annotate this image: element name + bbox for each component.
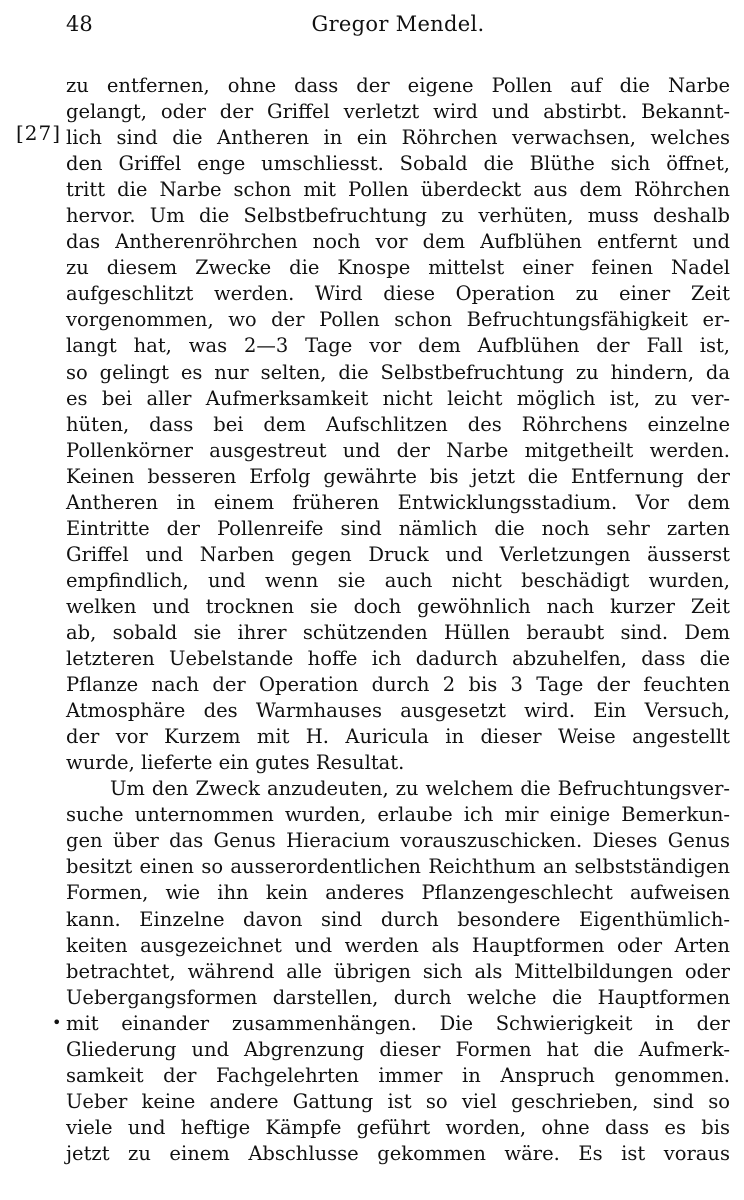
- text-line: hüten, dass bei dem Aufschlitzen des Röhrchens einzelne: [66, 412, 730, 436]
- text-line: den Griffel enge umschliesst. Sobald die Blüthe sich öffnet,: [66, 152, 730, 176]
- text-line: Atmosphäre des Warmhauses ausgesetzt wird. Ein Versuch,: [66, 699, 730, 723]
- text-line: so gelingt es nur selten, die Selbstbefruchtung zu hindern, da: [66, 360, 730, 384]
- text-line: der vor Kurzem mit H. Auricula in dieser Weise angestellt: [66, 725, 730, 749]
- text-line: aufgeschlitzt werden. Wird diese Operation zu einer Zeit: [66, 282, 730, 306]
- text-line: mit einander zusammenhängen. Die Schwierigkeit in der: [66, 1011, 730, 1035]
- text-line: viele und heftige Kämpfe geführt worden, ohne dass es bis: [66, 1115, 730, 1139]
- margin-mark: •: [52, 1013, 62, 1032]
- text-line: jetzt zu einem Abschlusse gekommen wäre. Es ist voraus: [66, 1141, 730, 1165]
- text-line: tritt die Narbe schon mit Pollen überdeckt aus dem Röhrchen: [66, 178, 730, 202]
- text-line: Pollenkörner ausgestreut und der Narbe mitgetheilt werden.: [66, 438, 730, 462]
- text-line: samkeit der Fachgelehrten immer in Anspruch genommen.: [66, 1063, 730, 1087]
- text-line: suche unternommen wurden, erlaube ich mir einige Bemerkun-: [66, 803, 730, 827]
- text-line: vorgenommen, wo der Pollen schon Befruchtungsfähigkeit er-: [66, 308, 730, 332]
- text-line-paragraph-end: wurde, lieferte ein gutes Resultat.: [66, 751, 405, 775]
- text-line: welken und trocknen sie doch gewöhnlich nach kurzer Zeit: [66, 594, 730, 618]
- text-line: hervor. Um die Selbstbefruchtung zu verhüten, muss deshalb: [66, 204, 730, 228]
- text-line-paragraph-start: Um den Zweck anzudeuten, zu welchem die Befruchtungsver-: [110, 777, 730, 801]
- text-line: zu entfernen, ohne dass der eigene Pollen auf die Narbe: [66, 74, 730, 97]
- text-line: empfindlich, und wenn sie auch nicht beschädigt wurden,: [66, 568, 730, 592]
- text-line: das Antherenröhrchen noch vor dem Aufblühen entfernt und: [66, 230, 730, 254]
- text-line: letzteren Uebelstande hoffe ich dadurch abzuhelfen, dass die: [66, 647, 730, 671]
- text-line: keiten ausgezeichnet und werden als Hauptformen oder Arten: [66, 933, 730, 957]
- text-line: zu diesem Zwecke die Knospe mittelst einer feinen Nadel: [66, 256, 730, 280]
- text-line: gelangt, oder der Griffel verletzt wird und abstirbt. Bekannt-: [66, 100, 730, 124]
- text-line: Uebergangsformen darstellen, durch welche die Hauptformen: [66, 985, 730, 1009]
- body-text: [66, 73, 730, 1167]
- text-line: Ueber keine andere Gattung ist so viel geschrieben, sind so: [66, 1089, 730, 1113]
- text-line: es bei aller Aufmerksamkeit nicht leicht möglich ist, zu ver-: [66, 386, 730, 410]
- margin-reference: [27]: [16, 121, 62, 145]
- text-line: Griffel und Narben gegen Druck und Verletzungen äusserst: [66, 542, 730, 566]
- text-line: lich sind die Antheren in ein Röhrchen verwachsen, welches: [66, 126, 730, 150]
- text-line: Eintritte der Pollenreife sind nämlich die noch sehr zarten: [66, 516, 730, 540]
- text-line: betrachtet, während alle übrigen sich als Mittelbildungen oder: [66, 959, 730, 983]
- page-number: 48: [66, 12, 93, 36]
- text-line: gen über das Genus Hieracium vorauszuschicken. Dieses Genus: [66, 829, 730, 853]
- text-line: ab, sobald sie ihrer schützenden Hüllen beraubt sind. Dem: [66, 620, 730, 644]
- running-head: Gregor Mendel.: [311, 12, 485, 36]
- text-line: Antheren in einem früheren Entwicklungsstadium. Vor dem: [66, 490, 730, 514]
- text-line: langt hat, was 2—3 Tage vor dem Aufblühen der Fall ist,: [66, 334, 730, 358]
- text-line: Gliederung und Abgrenzung dieser Formen hat die Aufmerk-: [66, 1037, 730, 1061]
- text-line: Formen, wie ihn kein anderes Pflanzengeschlecht aufweisen: [66, 881, 730, 905]
- page-header: [66, 12, 730, 48]
- text-line: besitzt einen so ausserordentlichen Reichthum an selbstständigen: [66, 855, 730, 879]
- text-line: kann. Einzelne davon sind durch besondere Eigenthümlich-: [66, 907, 730, 931]
- text-line: Pflanze nach der Operation durch 2 bis 3 Tage der feuchten: [66, 673, 730, 697]
- text-line: Keinen besseren Erfolg gewährte bis jetzt die Entfernung der: [66, 464, 730, 488]
